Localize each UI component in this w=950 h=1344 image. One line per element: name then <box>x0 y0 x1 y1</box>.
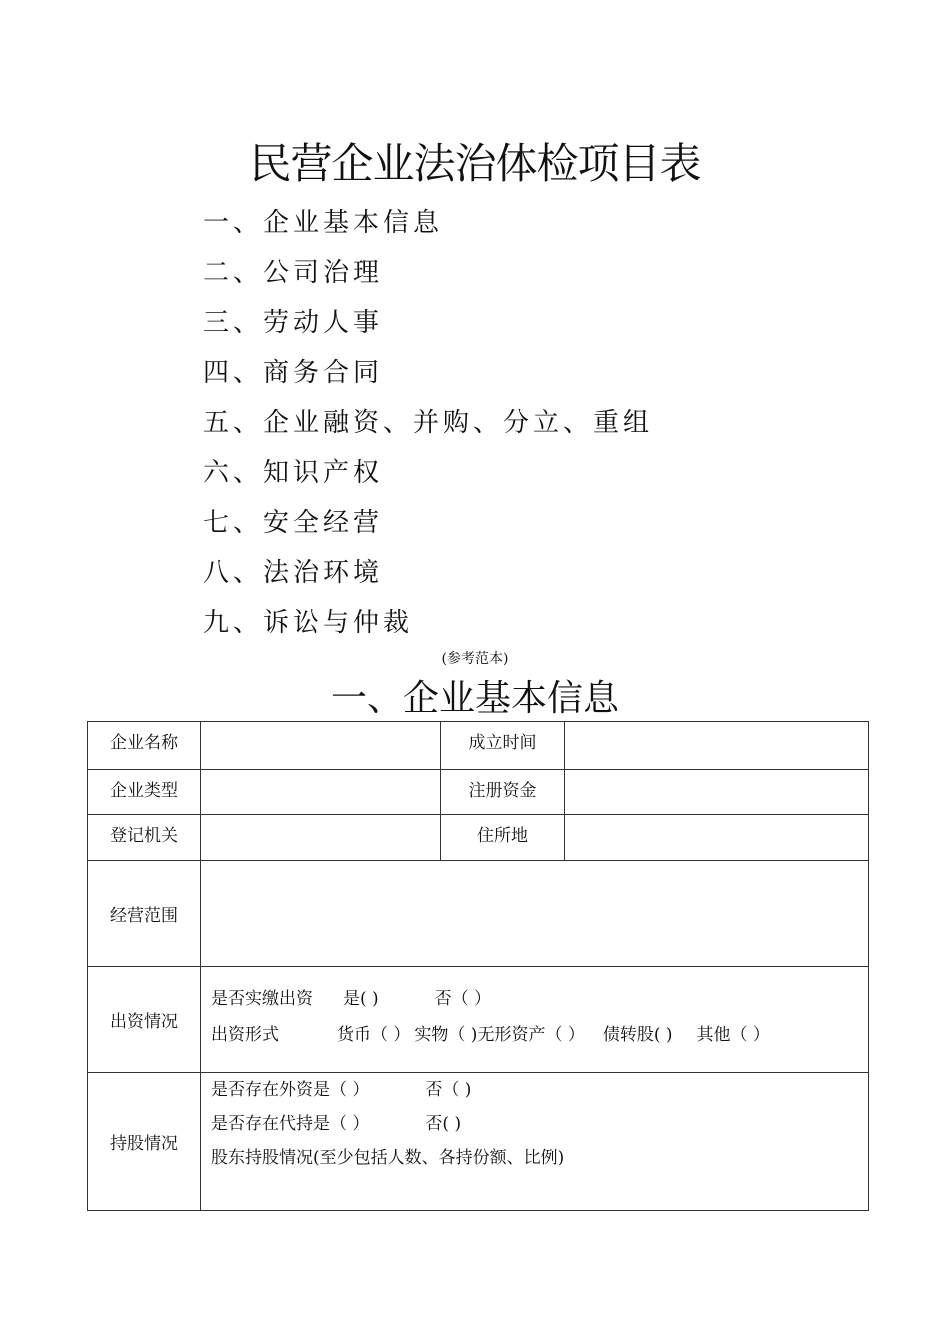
reference-template-note: (参考范本) <box>441 651 509 667</box>
capital-paid-no-option[interactable]: 否（ ） <box>434 989 492 1009</box>
table-row <box>88 967 869 1073</box>
founded-date-field[interactable] <box>565 722 869 770</box>
shareholding-cell <box>201 1073 869 1211</box>
registered-capital-field[interactable] <box>565 770 869 815</box>
domicile-label: 住所地 <box>441 815 565 861</box>
toc-item-litigation-arbitration: 九、诉讼与仲裁 <box>203 608 414 638</box>
capital-paid-question: 是否实缴出资 <box>211 989 313 1009</box>
company-name-label: 企业名称 <box>88 722 201 770</box>
foreign-capital-no-option[interactable]: 否（ ) <box>425 1080 472 1100</box>
toc-item-legal-environment: 八、法治环境 <box>203 558 384 588</box>
table-row <box>88 815 869 861</box>
founded-date-label: 成立时间 <box>441 722 565 770</box>
table-row <box>88 1073 869 1211</box>
capital-contribution-cell <box>201 967 869 1073</box>
toc-item-safe-operation: 七、安全经营 <box>203 508 384 538</box>
table-row <box>88 770 869 815</box>
company-type-field[interactable] <box>201 770 441 815</box>
capital-form-other-option[interactable]: 其他（ ） <box>696 1025 770 1045</box>
section-title: 一、企业基本信息 <box>330 678 619 719</box>
business-scope-field[interactable] <box>201 861 869 967</box>
table-row <box>88 722 869 770</box>
toc-item-business-contracts: 四、商务合同 <box>203 358 384 388</box>
capital-form-debt-equity-option[interactable]: 债转股( ) <box>602 1025 673 1045</box>
capital-form-label: 出资形式 <box>211 1025 279 1045</box>
table-of-contents <box>203 198 653 648</box>
toc-item-financing-mergers: 五、企业融资、并购、分立、重组 <box>203 408 654 438</box>
capital-form-physical-option[interactable]: 实物（ ) <box>414 1025 478 1045</box>
registration-authority-label: 登记机关 <box>88 815 201 861</box>
registration-authority-field[interactable] <box>201 815 441 861</box>
company-name-field[interactable] <box>201 722 441 770</box>
toc-item-basic-info: 一、企业基本信息 <box>203 208 444 238</box>
shareholding-label: 持股情况 <box>88 1073 201 1211</box>
proxy-holding-question[interactable]: 是否存在代持是（ ） <box>211 1114 370 1134</box>
table-row <box>88 861 869 967</box>
toc-item-intellectual-property: 六、知识产权 <box>203 458 384 488</box>
foreign-capital-question[interactable]: 是否存在外资是（ ） <box>211 1080 370 1100</box>
shareholder-detail-text: 股东持股情况(至少包括人数、各持份额、比例) <box>211 1148 565 1168</box>
page-title: 民营企业法治体检项目表 <box>249 139 701 188</box>
toc-item-corporate-governance: 二、公司治理 <box>203 258 384 288</box>
capital-form-currency-option[interactable]: 货币（ ） <box>337 1025 411 1045</box>
company-type-label: 企业类型 <box>88 770 201 815</box>
basic-info-table <box>87 721 869 1211</box>
proxy-holding-no-option[interactable]: 否( ) <box>425 1114 462 1134</box>
domicile-field[interactable] <box>565 815 869 861</box>
registered-capital-label: 注册资金 <box>441 770 565 815</box>
capital-paid-yes-option[interactable]: 是( ) <box>343 989 379 1009</box>
business-scope-label: 经营范围 <box>88 861 201 967</box>
toc-item-labor-personnel: 三、劳动人事 <box>203 308 384 338</box>
capital-contribution-label: 出资情况 <box>88 967 201 1073</box>
capital-form-intangible-option[interactable]: 无形资产（ ） <box>477 1025 585 1045</box>
